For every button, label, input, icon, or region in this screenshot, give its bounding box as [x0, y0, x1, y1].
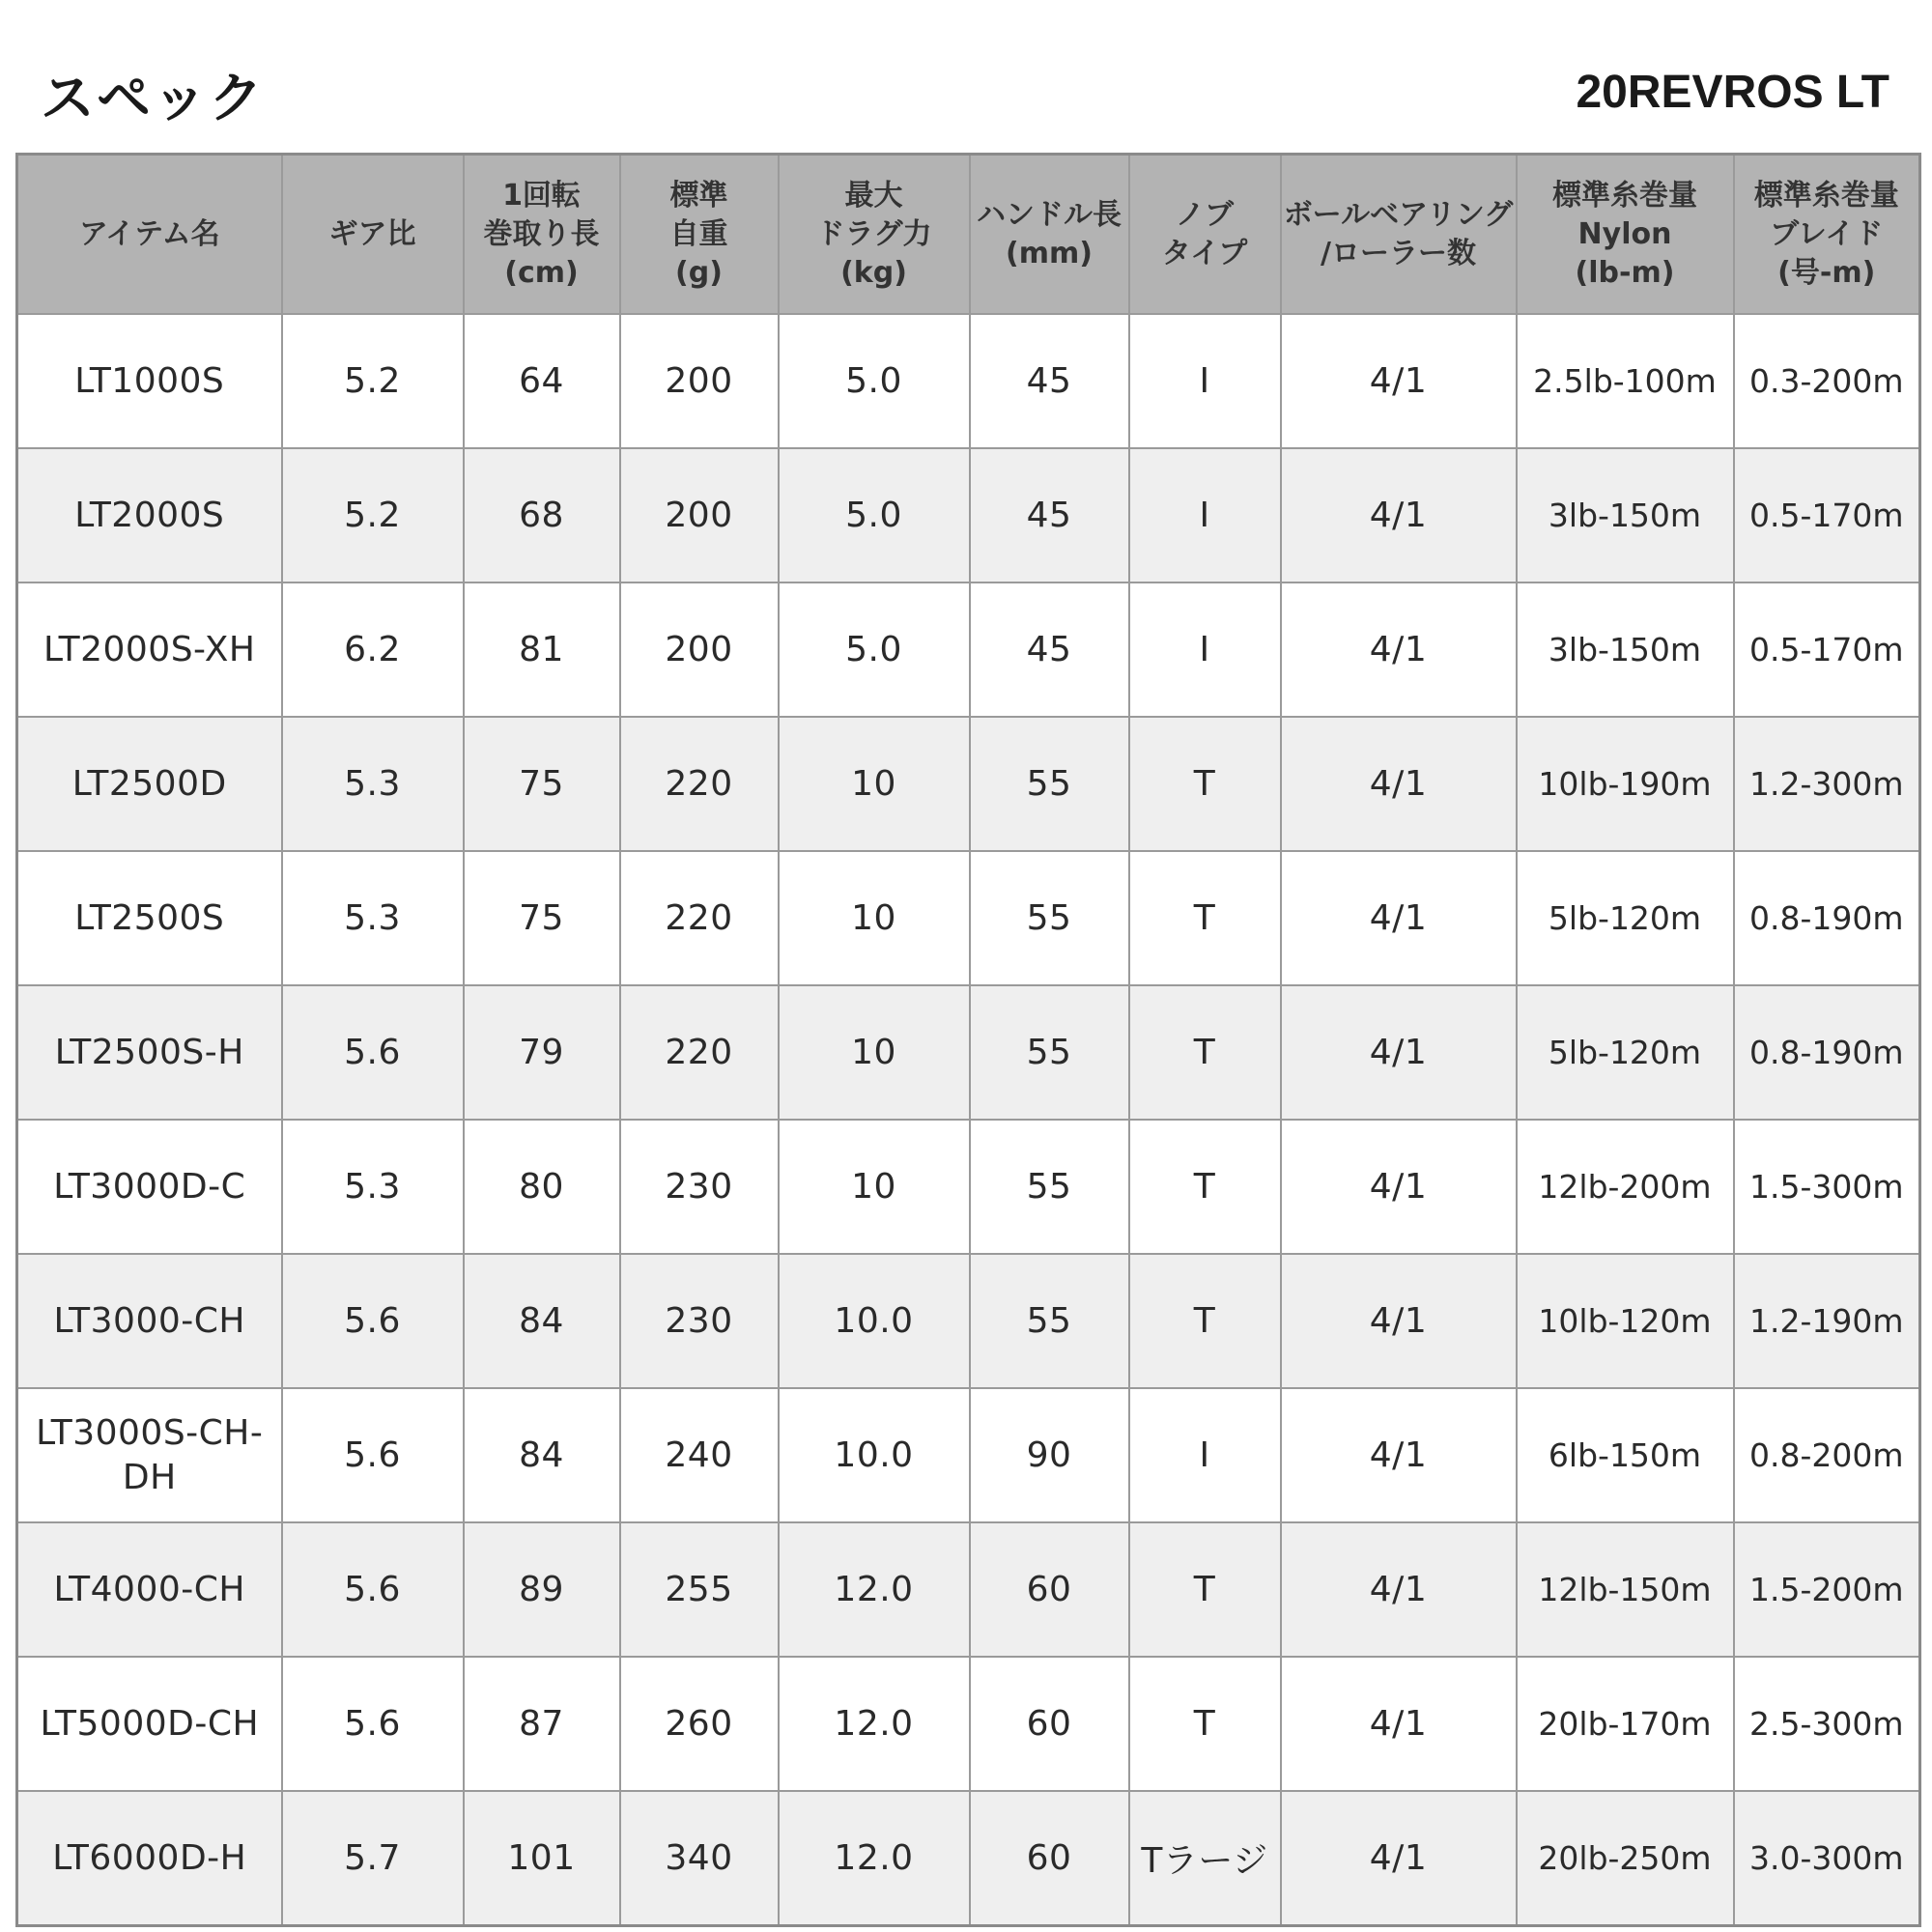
table-cell: 3lb-150m	[1517, 582, 1734, 717]
table-cell: 5.3	[282, 1120, 464, 1254]
table-cell: 200	[620, 582, 779, 717]
column-header-line: 自重	[669, 216, 728, 251]
column-header-line: ボールベアリング	[1283, 197, 1514, 232]
table-cell: 200	[620, 448, 779, 582]
table-row	[17, 1657, 1920, 1791]
table-row	[17, 1388, 1920, 1522]
table-cell: 5.2	[282, 314, 464, 448]
table-cell: 0.8-190m	[1734, 851, 1920, 985]
table-cell: 220	[620, 851, 779, 985]
table-cell: 1.2-190m	[1734, 1254, 1920, 1388]
column-header-line: 標準	[669, 178, 728, 213]
column-header-line: 標準糸巻量	[1552, 178, 1697, 213]
table-cell: 5.2	[282, 448, 464, 582]
table-cell: 12.0	[779, 1657, 970, 1791]
column-header	[17, 155, 282, 315]
table-cell: 6.2	[282, 582, 464, 717]
table-cell: 4/1	[1281, 1254, 1517, 1388]
table-cell: 89	[464, 1522, 620, 1657]
table-row	[17, 448, 1920, 582]
table-cell: 4/1	[1281, 1657, 1517, 1791]
table-cell: 12lb-200m	[1517, 1120, 1734, 1254]
table-cell: 4/1	[1281, 1120, 1517, 1254]
table-cell: 4/1	[1281, 1388, 1517, 1522]
table-cell: 0.3-200m	[1734, 314, 1920, 448]
table-cell: 90	[970, 1388, 1129, 1522]
table-cell: 0.8-190m	[1734, 985, 1920, 1120]
table-cell: 2.5lb-100m	[1517, 314, 1734, 448]
table-header-row	[17, 155, 1920, 315]
column-header-line: ドラグ力	[815, 216, 932, 251]
table-cell: Tラージ	[1129, 1791, 1281, 1926]
column-header-line: ギア比	[328, 216, 416, 251]
table-cell: 4/1	[1281, 1791, 1517, 1926]
table-cell: 60	[970, 1657, 1129, 1791]
model-name: 20REVROS LT	[1576, 67, 1889, 118]
column-header	[464, 155, 620, 315]
table-cell: 10lb-120m	[1517, 1254, 1734, 1388]
column-header-line: /ローラー数	[1321, 236, 1476, 270]
table-row	[17, 851, 1920, 985]
table-cell: 6lb-150m	[1517, 1388, 1734, 1522]
table-cell: 255	[620, 1522, 779, 1657]
table-cell: 5.0	[779, 448, 970, 582]
column-header-line: (号-m)	[1777, 255, 1876, 290]
table-cell: 10.0	[779, 1254, 970, 1388]
column-header-line: (g)	[675, 255, 723, 290]
table-cell: 5.7	[282, 1791, 464, 1926]
table-cell: 10.0	[779, 1388, 970, 1522]
table-cell: 5.0	[779, 582, 970, 717]
table-cell: 5.6	[282, 1522, 464, 1657]
table-row	[17, 314, 1920, 448]
table-cell: 12lb-150m	[1517, 1522, 1734, 1657]
column-header	[1517, 155, 1734, 315]
table-cell: 4/1	[1281, 985, 1517, 1120]
table-cell: 0.5-170m	[1734, 448, 1920, 582]
table-cell: 4/1	[1281, 448, 1517, 582]
table-cell: 230	[620, 1254, 779, 1388]
table-cell: 12.0	[779, 1522, 970, 1657]
table-cell: LT2000S	[17, 448, 282, 582]
table-cell: 55	[970, 717, 1129, 851]
table-cell: 84	[464, 1388, 620, 1522]
table-cell: T	[1129, 1254, 1281, 1388]
table-cell: LT2500S	[17, 851, 282, 985]
table-cell: 101	[464, 1791, 620, 1926]
column-header-line: 巻取り長	[483, 216, 600, 251]
table-cell: LT5000D-CH	[17, 1657, 282, 1791]
table-cell: I	[1129, 1388, 1281, 1522]
column-header-line: 1回転	[502, 178, 581, 213]
column-header	[282, 155, 464, 315]
table-cell: 64	[464, 314, 620, 448]
table-cell: 10	[779, 851, 970, 985]
table-cell: LT2000S-XH	[17, 582, 282, 717]
table-cell: LT4000-CH	[17, 1522, 282, 1657]
table-cell: T	[1129, 851, 1281, 985]
table-cell: 0.5-170m	[1734, 582, 1920, 717]
table-cell: LT3000S-CH-DH	[17, 1388, 282, 1522]
table-cell: 80	[464, 1120, 620, 1254]
table-cell: 340	[620, 1791, 779, 1926]
table-cell: 87	[464, 1657, 620, 1791]
table-cell: 1.5-300m	[1734, 1120, 1920, 1254]
table-cell: LT2500S-H	[17, 985, 282, 1120]
column-header-line: アイテム名	[78, 216, 220, 251]
table-cell: 230	[620, 1120, 779, 1254]
table-cell: 60	[970, 1522, 1129, 1657]
column-header	[1129, 155, 1281, 315]
column-header-line: ノブ	[1176, 197, 1234, 232]
table-cell: 5lb-120m	[1517, 985, 1734, 1120]
table-cell: 4/1	[1281, 717, 1517, 851]
table-cell: LT2500D	[17, 717, 282, 851]
table-cell: 4/1	[1281, 851, 1517, 985]
table-cell: 81	[464, 582, 620, 717]
table-cell: 0.8-200m	[1734, 1388, 1920, 1522]
column-header	[1281, 155, 1517, 315]
table-cell: 260	[620, 1657, 779, 1791]
table-cell: 3.0-300m	[1734, 1791, 1920, 1926]
table-cell: 1.2-300m	[1734, 717, 1920, 851]
table-cell: 4/1	[1281, 314, 1517, 448]
table-cell: I	[1129, 582, 1281, 717]
column-header	[620, 155, 779, 315]
table-cell: 84	[464, 1254, 620, 1388]
table-cell: 5.3	[282, 851, 464, 985]
table-cell: 55	[970, 1254, 1129, 1388]
table-cell: 55	[970, 1120, 1129, 1254]
column-header-line: 最大	[844, 178, 903, 213]
column-header-line: (mm)	[1006, 236, 1093, 270]
table-body	[17, 314, 1920, 1926]
table-cell: 4/1	[1281, 1522, 1517, 1657]
table-cell: 2.5-300m	[1734, 1657, 1920, 1791]
table-cell: 20lb-170m	[1517, 1657, 1734, 1791]
column-header-line: ブレイド	[1770, 216, 1884, 251]
table-row	[17, 985, 1920, 1120]
table-cell: 60	[970, 1791, 1129, 1926]
table-row	[17, 1791, 1920, 1926]
table-cell: T	[1129, 1120, 1281, 1254]
table-cell: 79	[464, 985, 620, 1120]
table-cell: 5.0	[779, 314, 970, 448]
table-cell: T	[1129, 1522, 1281, 1657]
table-cell: 4/1	[1281, 582, 1517, 717]
table-cell: 75	[464, 851, 620, 985]
table-cell: 220	[620, 717, 779, 851]
column-header-line: 標準糸巻量	[1753, 178, 1899, 213]
column-header-line: タイプ	[1161, 236, 1248, 270]
table-cell: 240	[620, 1388, 779, 1522]
table-cell: 20lb-250m	[1517, 1791, 1734, 1926]
table-cell: I	[1129, 314, 1281, 448]
table-cell: 220	[620, 985, 779, 1120]
table-row	[17, 717, 1920, 851]
table-cell: T	[1129, 717, 1281, 851]
table-cell: 5.6	[282, 1254, 464, 1388]
column-header-line: Nylon	[1577, 216, 1672, 251]
column-header-line: (cm)	[504, 255, 579, 290]
table-row	[17, 1522, 1920, 1657]
table-cell: 55	[970, 985, 1129, 1120]
column-header-line: (lb-m)	[1575, 255, 1675, 290]
table-cell: LT3000D-C	[17, 1120, 282, 1254]
table-cell: 5.6	[282, 1657, 464, 1791]
table-cell: 45	[970, 448, 1129, 582]
table-cell: 55	[970, 851, 1129, 985]
table-cell: 5lb-120m	[1517, 851, 1734, 985]
table-cell: 5.3	[282, 717, 464, 851]
column-header-line: (kg)	[840, 255, 907, 290]
table-cell: 5.6	[282, 985, 464, 1120]
table-cell: 200	[620, 314, 779, 448]
table-cell: T	[1129, 985, 1281, 1120]
table-cell: 10	[779, 1120, 970, 1254]
column-header	[779, 155, 970, 315]
column-header	[1734, 155, 1920, 315]
table-cell: T	[1129, 1657, 1281, 1791]
spec-table	[15, 153, 1921, 1927]
table-cell: 10lb-190m	[1517, 717, 1734, 851]
table-cell: 5.6	[282, 1388, 464, 1522]
column-header-line: ハンドル長	[977, 197, 1122, 232]
page-title: スペック	[41, 68, 265, 130]
table-cell: 12.0	[779, 1791, 970, 1926]
table-cell: 10	[779, 985, 970, 1120]
table-row	[17, 582, 1920, 717]
table-row	[17, 1254, 1920, 1388]
table-cell: 45	[970, 314, 1129, 448]
table-cell: 10	[779, 717, 970, 851]
table-cell: 68	[464, 448, 620, 582]
table-cell: LT1000S	[17, 314, 282, 448]
table-cell: 1.5-200m	[1734, 1522, 1920, 1657]
table-cell: I	[1129, 448, 1281, 582]
table-cell: 75	[464, 717, 620, 851]
column-header	[970, 155, 1129, 315]
table-cell: 3lb-150m	[1517, 448, 1734, 582]
table-cell: 45	[970, 582, 1129, 717]
table-row	[17, 1120, 1920, 1254]
table-cell: LT3000-CH	[17, 1254, 282, 1388]
table-cell: LT6000D-H	[17, 1791, 282, 1926]
